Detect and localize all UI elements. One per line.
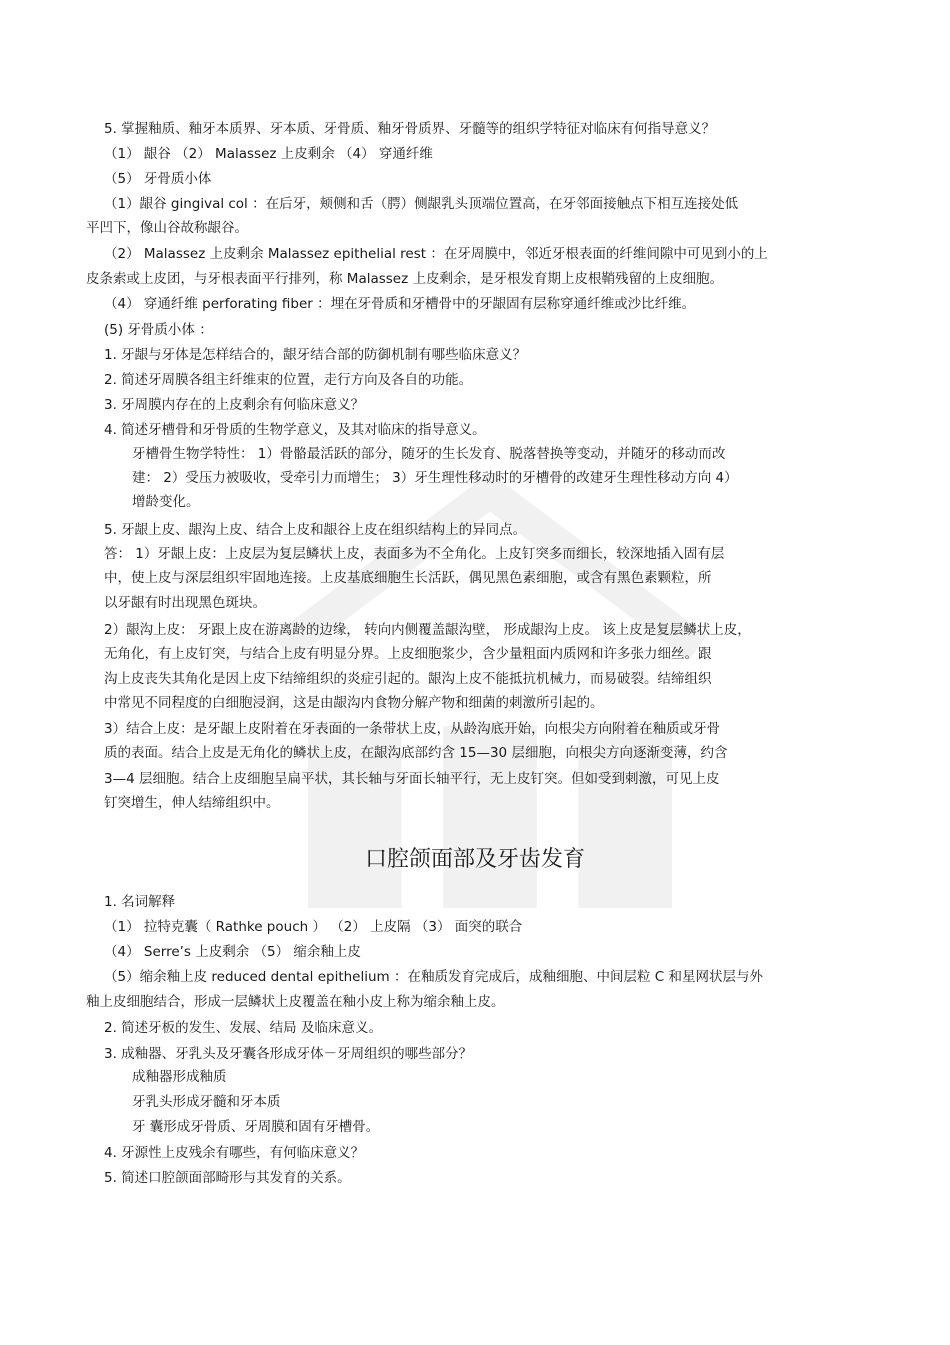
text-line: （5）缩余釉上皮 reduced dental epithelium ：在釉质发育完成后，成釉细胞、中间层粒 C 和星网状层与外 — [104, 969, 763, 985]
section-title: 口腔颌面部及牙齿发育 — [364, 847, 585, 872]
text-line: （1） 龈谷 （2） Malassez 上皮剩余 （4） 穿通纤维 — [104, 146, 433, 162]
text-line: 5. 掌握釉质、釉牙本质界、牙本质、牙骨质、釉牙骨质界、牙髓等的组织学特征对临床有何指导意义？ — [104, 121, 716, 137]
text-line: 4. 简述牙槽骨和牙骨质的生物学意义，及其对临床的指导意义。 — [104, 422, 486, 438]
text-line: 中，使上皮与深层组织牢固地连接。上皮基底细胞生长活跃，偶见黑色素细胞，或含有黑色素颗粒，所 — [104, 570, 712, 586]
text-line: 质的表面。结合上皮是无角化的鳞状上皮，在龈沟底部约含 15—30 层细胞，向根尖方向逐渐变薄，约含 — [104, 745, 728, 761]
text-line: 平凹下，像山谷故称龈谷。 — [86, 220, 248, 236]
text-line: 增龄变化。 — [132, 494, 200, 510]
text-line: 5. 简述口腔颌面部畸形与其发育的关系。 — [104, 1170, 351, 1186]
text-line: 3. 成釉器、牙乳头及牙囊各形成牙体－牙周组织的哪些部分？ — [104, 1046, 473, 1062]
text-line: 3—4 层细胞。结合上皮细胞呈扁平状，其长轴与牙面长轴平行，无上皮钉突。但如受到刺激，可见上皮 — [104, 771, 720, 787]
text-line: 2）龈沟上皮： 牙跟上皮在游离龄的边缘， 转向内侧覆盖龈沟壁， 形成龈沟上皮。 该上皮是复层鳞状上皮， — [104, 622, 751, 638]
text-line: 答： 1）牙龈上皮：上皮层为复层鳞状上皮，表面多为不全角化。上皮钉突多而细长，较深地插入固有层 — [104, 546, 725, 562]
text-line: 沟上皮丧失其角化是因上皮下结缔组织的炎症引起的。龈沟上皮不能抵抗机械力，而易破裂。结缔组织 — [104, 671, 712, 687]
text-line: 无角化，有上皮钉突，与结合上皮有明显分界。上皮细胞浆少，含少量粗面内质网和许多张力细丝。跟 — [104, 646, 712, 662]
text-line: 牙槽骨生物学特性： 1）骨骼最活跃的部分，随牙的生长发育、脱落替换等变动，并随牙的移动而改 — [132, 446, 726, 462]
text-line: （4） Serre’s 上皮剩余 （5） 缩余釉上皮 — [104, 944, 361, 960]
text-line: 中常见不同程度的白细胞浸润，这是由龈沟内食物分解产物和细菌的刺激所引起的。 — [104, 695, 604, 711]
text-line: 以牙龈有时出现黑色斑块。 — [104, 595, 266, 611]
text-line: （5） 牙骨质小体 — [104, 171, 212, 187]
text-line: （1） 拉特克囊（ Rathke pouch ） （2） 上皮隔 （3） 面突的联合 — [104, 919, 523, 935]
text-line: (5) 牙骨质小体 ： — [104, 322, 213, 338]
text-line: （4） 穿通纤维 perforating fiber ：埋在牙骨质和牙槽骨中的牙龈固有层称穿通纤维或沙比纤维。 — [104, 296, 696, 312]
text-line: 2. 简述牙板的发生、发展、结局 及临床意义。 — [104, 1020, 382, 1036]
text-line: 3. 牙周膜内存在的上皮剩余有何临床意义？ — [104, 397, 365, 413]
text-line: 成釉器形成釉质 — [132, 1069, 227, 1085]
text-line: 4. 牙源性上皮残余有哪些，有何临床意义？ — [104, 1145, 365, 1161]
text-line: 1. 牙龈与牙体是怎样结合的，龈牙结合部的防御机制有哪些临床意义？ — [104, 347, 527, 363]
text-line: 建： 2）受压力被吸收，受牵引力而增生； 3）牙生理性移动时的牙槽骨的改建牙生理性移动方向 4） — [132, 470, 738, 486]
text-line: 5. 牙龈上皮、龈沟上皮、结合上皮和龈谷上皮在组织结构上的异同点。 — [104, 522, 527, 538]
text-line: （2） Malassez 上皮剩余 Malassez epithelial rest ：在牙周膜中，邻近牙根表面的纤维间隙中可见到小的上 — [104, 246, 768, 262]
text-line: 釉上皮细胞结合，形成一层鳞状上皮覆盖在釉小皮上称为缩余釉上皮。 — [86, 994, 505, 1010]
text-line: 牙乳头形成牙髓和牙本质 — [132, 1094, 281, 1110]
text-line: 钉突增生，伸人结缔组织中。 — [104, 795, 280, 811]
text-line: 皮条索或上皮团，与牙根表面平行排列，称 Malassez 上皮剩余，是牙根发育期上皮根鞘残留的上皮细胞。 — [86, 271, 723, 287]
text-line: 牙 囊形成牙骨质、牙周膜和固有牙槽骨。 — [132, 1119, 380, 1135]
text-line: 2. 简述牙周膜各组主纤维束的位置，走行方向及各自的功能。 — [104, 372, 473, 388]
text-line: （1）龈谷 gingival col ：在后牙，颊侧和舌（腭）侧龈乳头顶端位置高，在牙邻面接触点下相互连接处低 — [104, 196, 739, 212]
text-line: 3）结合上皮：是牙龈上皮附着在牙表面的一条带状上皮，从龄沟底开始，向根尖方向附着在釉质或牙骨 — [104, 721, 721, 737]
text-line: 1. 名词解释 — [104, 894, 176, 910]
